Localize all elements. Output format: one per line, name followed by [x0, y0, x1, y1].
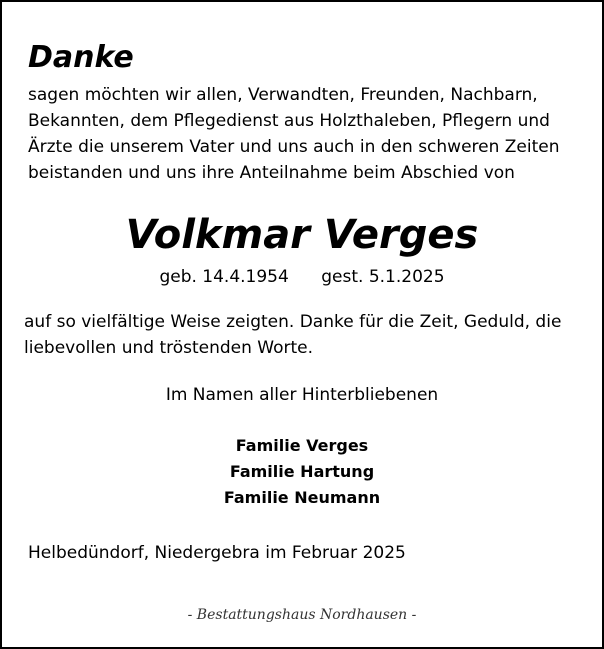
- family-name: Familie Neumann: [223, 488, 381, 507]
- birth-date: geb. 14.4.1954: [159, 267, 289, 287]
- family-list: [2, 433, 602, 511]
- family-name: Familie Hartung: [229, 462, 375, 481]
- intro-line: sagen möchten wir allen, Verwandten, Freunden, Nachbarn,: [28, 85, 538, 105]
- family-name: Familie Verges: [235, 436, 369, 455]
- intro-line: Bekannten, dem Pflegedienst aus Holzthaleben, Pflegern und: [28, 111, 550, 131]
- deceased-name: Volkmar Verges: [125, 212, 479, 258]
- thanks-line: auf so vielfältige Weise zeigten. Danke für die Zeit, Geduld, die: [24, 312, 562, 332]
- death-date: gest. 5.1.2025: [321, 267, 445, 287]
- heading-thanks: Danke: [28, 40, 134, 75]
- on-behalf-text: Im Namen aller Hinterbliebenen: [165, 385, 439, 405]
- intro-line: beistanden und uns ihre Anteilnahme beim Abschied von: [28, 163, 515, 183]
- life-dates: [2, 264, 602, 290]
- funeral-home-credit: - Bestattungshaus Nordhausen -: [187, 607, 417, 623]
- thanks-line: liebevollen und tröstenden Worte.: [24, 338, 314, 358]
- intro-text: [28, 82, 560, 186]
- thanks-text: [24, 309, 561, 361]
- place-date: Helbedündorf, Niedergebra im Februar 2025: [28, 543, 406, 563]
- intro-line: Ärzte die unserem Vater und uns auch in den schweren Zeiten: [28, 137, 560, 157]
